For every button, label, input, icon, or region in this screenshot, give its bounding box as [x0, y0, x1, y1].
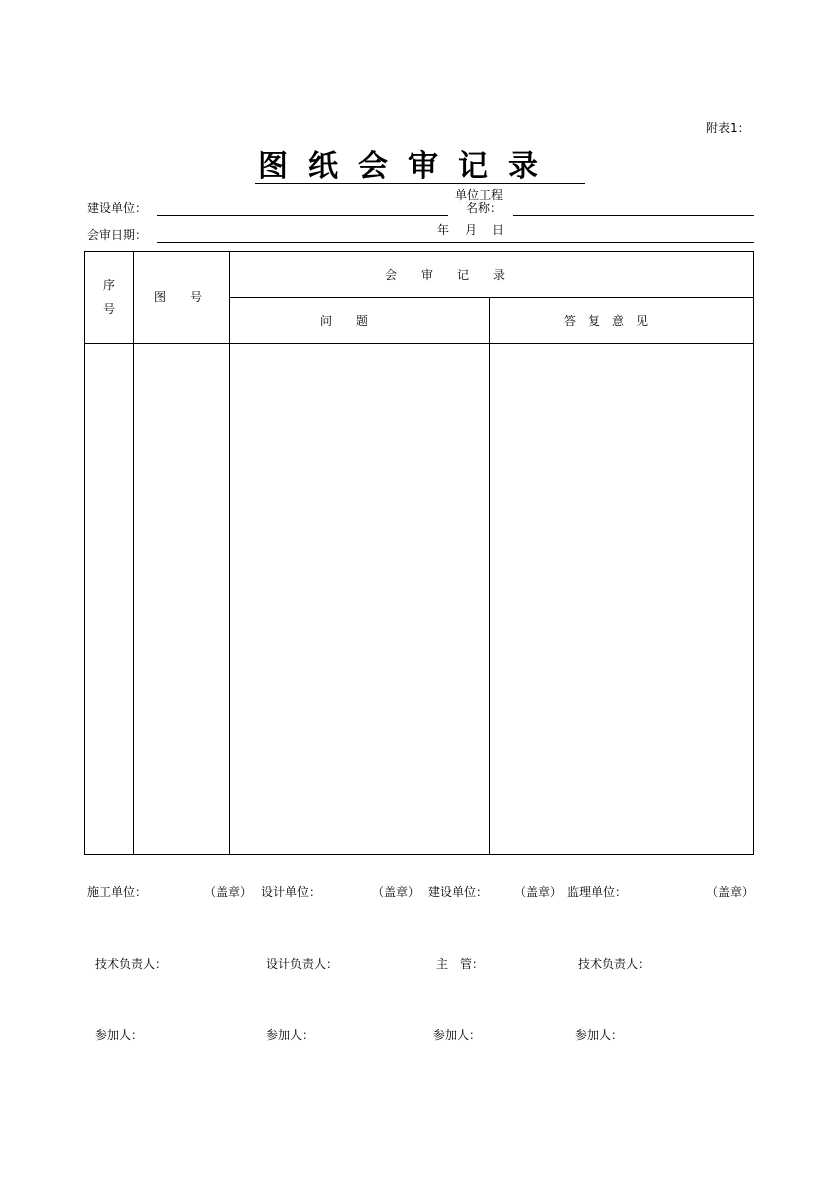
build-unit-label: 建设单位： [87, 201, 148, 215]
col-problem-label: 问 题 [320, 314, 369, 328]
date-month-label: 月 [465, 223, 478, 237]
construction-unit-label: 施工单位： [87, 885, 148, 899]
date-year-label: 年 [437, 223, 450, 237]
date-day-label: 日 [492, 223, 505, 237]
build-unit-field[interactable] [157, 215, 448, 216]
review-table [84, 251, 754, 855]
project-name-field[interactable] [513, 215, 754, 216]
participant-label: 参加人： [95, 1028, 144, 1042]
design-lead-label: 设计负责人： [266, 957, 339, 971]
build-unit-seal: （盖章） [514, 885, 563, 899]
supervisor-label: 主 管： [436, 957, 485, 971]
seq-cell[interactable] [85, 344, 133, 854]
col-drawing-no-label: 图 号 [154, 290, 203, 304]
review-date-label: 会审日期： [87, 228, 148, 242]
page-title: 图纸会审记录 [258, 149, 558, 184]
supervision-unit-seal: （盖章） [706, 885, 755, 899]
title-underline [255, 183, 585, 184]
col-seq-label-line1: 序 [103, 278, 116, 292]
supervision-unit-label: 监理单位： [567, 885, 628, 899]
table-divider [230, 297, 754, 298]
participant-label: 参加人： [266, 1028, 315, 1042]
participant-label: 参加人： [575, 1028, 624, 1042]
participant-label: 参加人： [433, 1028, 482, 1042]
construction-tech-lead-label: 技术负责人： [95, 957, 168, 971]
design-unit-seal: （盖章） [372, 885, 421, 899]
design-unit-label: 设计单位： [261, 885, 322, 899]
project-name-label-line2: 名称： [466, 201, 503, 215]
problem-cell[interactable] [230, 344, 489, 854]
col-reply-label: 答 复 意 见 [564, 314, 649, 328]
construction-unit-seal: （盖章） [204, 885, 253, 899]
supervision-tech-lead-label: 技术负责人： [578, 957, 651, 971]
build-unit-sign-label: 建设单位： [428, 885, 489, 899]
col-review-record-label: 会 审 记 录 [385, 268, 506, 282]
col-seq-label-line2: 号 [103, 302, 116, 316]
appendix-label: 附表1： [706, 121, 750, 135]
review-date-field[interactable] [157, 242, 754, 243]
reply-cell[interactable] [490, 344, 754, 854]
project-name-label-line1: 单位工程 [455, 188, 504, 202]
drawing-no-cell[interactable] [134, 344, 229, 854]
